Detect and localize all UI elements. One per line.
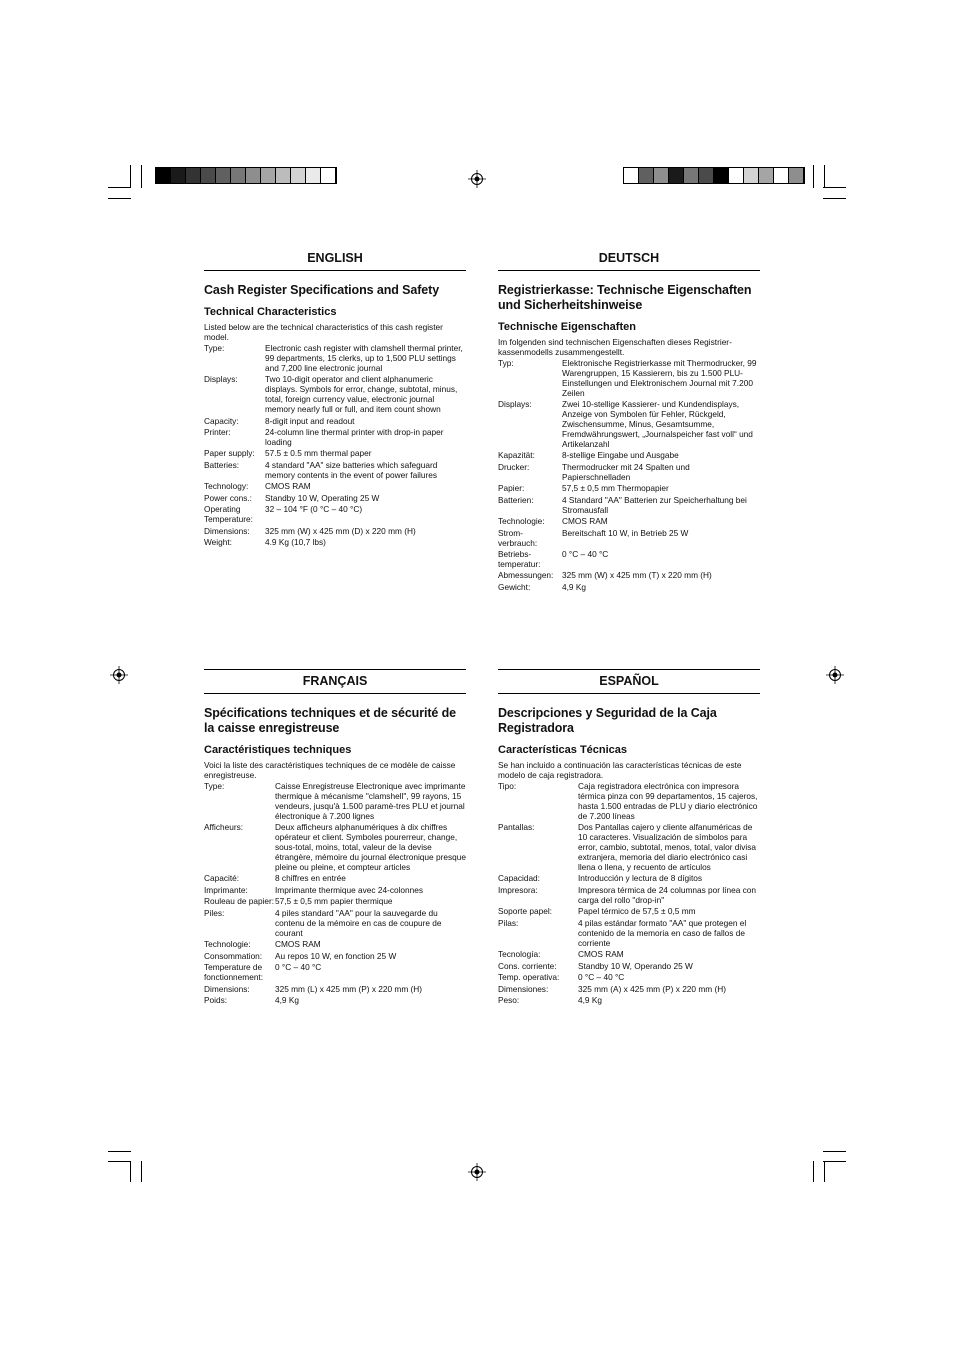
crop-mark — [108, 1161, 131, 1162]
section-title: Spécifications techniques et de sécurité de la caisse enregistreuse — [204, 706, 457, 735]
color-bar-left — [155, 167, 337, 184]
crop-mark — [824, 165, 825, 188]
spec-label: Dimensions: — [204, 525, 250, 536]
spec-value: Elektronische Registrierkasse mit Thermodrucker, 99 Warengruppen, 15 Kassierern, bis zu 1.500 PLU-Einstellungen und Elektronischem Journal mit 7.200 Zeilen — [562, 358, 757, 398]
spec-label: Temp. operativa: — [498, 972, 560, 983]
color-swatch — [789, 168, 804, 183]
spec-row — [498, 973, 760, 983]
spec-label: Afficheurs: — [204, 822, 244, 833]
crop-mark — [823, 1161, 846, 1162]
spec-value: Electronic cash register with clamshell thermal printer, 99 departments, 15 clerks, up to 1,500 PLU settings and 7,200 line electronic journal — [265, 343, 463, 373]
deutsch-section — [498, 251, 760, 594]
spec-label: Drucker: — [498, 461, 530, 472]
language-heading: ENGLISH — [204, 251, 466, 271]
spec-label: Power cons.: — [204, 492, 252, 503]
color-swatch — [321, 168, 336, 183]
color-swatch — [231, 168, 246, 183]
spec-row — [204, 897, 466, 907]
spec-value: 4,9 Kg — [562, 581, 586, 592]
language-heading: ESPAÑOL — [498, 669, 760, 694]
color-swatch — [291, 168, 306, 183]
spec-label: Paper supply: — [204, 448, 255, 459]
intro-text: Se han incluido a continuación las características técnicas de este modelo de caja registradora. — [498, 760, 742, 780]
crop-mark — [108, 187, 131, 188]
spec-row — [204, 963, 466, 983]
section-title: Registrierkasse: Technische Eigenschaften und Sicherheitshinweise — [498, 283, 752, 312]
spec-label: Displays: — [204, 374, 238, 385]
spec-row — [204, 823, 466, 873]
spec-row — [204, 344, 466, 374]
color-swatch — [624, 168, 639, 183]
section-subtitle: Technische Eigenschaften — [498, 321, 636, 333]
espanol-section — [498, 669, 760, 1008]
spec-row — [204, 909, 466, 939]
spec-row — [498, 359, 760, 399]
crop-mark — [130, 1161, 131, 1182]
spec-list — [204, 782, 466, 1006]
spec-list — [498, 782, 760, 1006]
spec-label: Temperature de fonctionnement: — [204, 962, 264, 983]
spec-label: Type: — [204, 781, 225, 791]
spec-row — [498, 919, 760, 949]
spec-row — [498, 950, 760, 960]
color-swatch — [684, 168, 699, 183]
spec-label: Strom-verbrauch: — [498, 527, 538, 548]
color-swatch — [759, 168, 774, 183]
spec-value: Caja registradora electrónica con impresora térmica pinza con 99 departamentos, 15 cajeros, hasta 1.500 entradas de PLU y diario electrónico de 7.200 líneas — [578, 781, 758, 821]
spec-label: Batterien: — [498, 494, 534, 505]
spec-row — [498, 782, 760, 822]
color-swatch — [639, 168, 654, 183]
spec-label: Kapazität: — [498, 450, 535, 461]
spec-row — [204, 985, 466, 995]
color-swatch — [216, 168, 231, 183]
spec-row — [498, 985, 760, 995]
spec-value: 325 mm (L) x 425 mm (P) x 220 mm (H) — [275, 983, 423, 994]
spec-row — [498, 874, 760, 884]
spec-value: Standby 10 W, Operando 25 W — [578, 960, 693, 971]
spec-value: 4 pilas estándar formato "AA" que protegen el contenido de la memoria en caso de fallos de corriente — [578, 917, 747, 948]
spec-label: Batteries: — [204, 459, 240, 470]
spec-label: Dimensions: — [204, 983, 250, 994]
spec-label: Pilas: — [498, 917, 519, 928]
color-swatch — [654, 168, 669, 183]
spec-label: Capacity: — [204, 415, 239, 426]
spec-value: Two 10-digit operator and client alphanumeric displays. Symbols for error, change, subtotal, minus, total, foreign currency value, electronic journal memory nearly full or full, and item count shown — [265, 374, 458, 415]
spec-row — [498, 583, 760, 593]
registration-mark-icon — [110, 666, 128, 684]
spec-label: Type: — [204, 343, 225, 353]
color-swatch — [306, 168, 321, 183]
spec-row — [498, 571, 760, 581]
intro-text: Im folgenden sind technischen Eigenschaften dieses Registrier-kassenmodells zusammengestellt. — [498, 337, 732, 357]
crop-mark — [813, 165, 814, 188]
color-swatch — [714, 168, 729, 183]
spec-value: 57,5 ± 0,5 mm papier thermique — [275, 896, 393, 907]
english-section — [204, 251, 466, 550]
color-swatch — [699, 168, 714, 183]
color-swatch — [171, 168, 186, 183]
spec-label: Imprimante: — [204, 884, 248, 895]
color-bar-right — [623, 167, 805, 184]
spec-list — [498, 359, 760, 593]
color-swatch — [201, 168, 216, 183]
section-title: Cash Register Specifications and Safety — [204, 283, 440, 297]
registration-mark-icon — [826, 666, 844, 684]
spec-label: Impresora: — [498, 884, 538, 895]
spec-label: Papier: — [498, 483, 525, 494]
spec-label: Operating Temperature: — [204, 504, 253, 525]
section-title: Descripciones y Seguridad de la Caja Registradora — [498, 706, 717, 735]
spec-label: Tecnología: — [498, 949, 541, 960]
spec-label: Displays: — [498, 399, 532, 410]
spec-label: Consommation: — [204, 950, 263, 961]
spec-value: Papel térmico de 57,5 ± 0,5 mm — [578, 906, 696, 917]
color-swatch — [156, 168, 171, 183]
spec-value: Bereitschaft 10 W, in Betrieb 25 W — [562, 527, 689, 538]
spec-value: Impresora térmica de 24 columnas por línea con carga del rollo "drop-in" — [578, 884, 757, 905]
color-swatch — [729, 168, 744, 183]
intro-text: Voici la liste des caractéristiques techniques de ce modèle de caisse enregistreuse. — [204, 760, 456, 780]
crop-mark — [813, 1161, 814, 1182]
spec-label: Technologie: — [204, 939, 251, 950]
spec-value: 0 °C – 40 °C — [578, 972, 625, 983]
spec-value: CMOS RAM — [275, 939, 321, 950]
spec-value: 4,9 Kg — [578, 995, 602, 1006]
spec-label: Capacité: — [204, 873, 240, 884]
spec-label: Cons. corriente: — [498, 960, 557, 971]
color-swatch — [261, 168, 276, 183]
spec-row — [498, 886, 760, 906]
spec-row — [498, 463, 760, 483]
registration-mark-icon — [468, 1163, 486, 1181]
section-subtitle: Technical Characteristics — [204, 306, 337, 318]
spec-value: Standby 10 W, Operating 25 W — [265, 492, 380, 503]
spec-row — [498, 517, 760, 527]
crop-mark — [823, 198, 846, 199]
spec-label: Peso: — [498, 995, 520, 1006]
spec-value: 0 °C – 40 °C — [275, 962, 322, 973]
spec-row — [204, 874, 466, 884]
spec-row — [204, 461, 466, 481]
spec-row — [498, 823, 760, 873]
spec-value: 325 mm (A) x 425 mm (P) x 220 mm (H) — [578, 983, 726, 994]
spec-value: Dos Pantallas cajero y cliente alfanuméricas de 10 caracteres. Visualización de símbolos para error, cambio, subtotal, menos, total, valor divisa extranjera, memoria del diario electrónico casi llena o llena, y recuento de artículos — [578, 822, 757, 872]
spec-value: 8 chiffres en entrée — [275, 873, 346, 884]
language-heading: FRANÇAIS — [204, 669, 466, 694]
spec-value: 0 °C – 40 °C — [562, 549, 609, 560]
spec-value: Imprimante thermique avec 24-colonnes — [275, 884, 424, 895]
spec-row — [204, 417, 466, 427]
spec-label: Betriebs-temperatur: — [498, 549, 541, 569]
spec-label: Typ: — [498, 358, 514, 368]
spec-row — [204, 375, 466, 415]
registration-mark-icon — [468, 170, 486, 188]
crop-mark — [141, 165, 142, 188]
francais-section — [204, 669, 466, 1008]
spec-label: Printer: — [204, 427, 231, 438]
spec-value: 4,9 Kg — [275, 995, 299, 1006]
crop-mark — [108, 1151, 131, 1152]
spec-row — [204, 940, 466, 950]
spec-list — [204, 344, 466, 548]
spec-row — [498, 996, 760, 1006]
spec-value: 8-stellige Eingabe und Ausgabe — [562, 450, 679, 461]
spec-value: Caisse Enregistreuse Electronique avec imprimante thermique à mécanisme "clamshell", 99 rayons, 15 vendeurs, jusqu'à 1.500 paramè-tres PLU et journal électronique à 7.200 lignes — [275, 781, 466, 821]
spec-row — [204, 527, 466, 537]
spec-label: Technology: — [204, 481, 249, 492]
spec-value: 325 mm (W) x 425 mm (D) x 220 mm (H) — [265, 525, 416, 536]
spec-value: Deux afficheurs alphanumériques à dix chiffres opérateur et client. Symboles pourerreur, change, sous-total, moins, total, valeur de la devise étrangère, mémoire du journal électronique presque pleine ou pleine, et compteur articles — [275, 822, 466, 872]
spec-value: 8-digit input and readout — [265, 415, 355, 426]
spec-label: Poids: — [204, 995, 228, 1006]
spec-row — [204, 482, 466, 492]
spec-row — [204, 505, 466, 525]
language-heading: DEUTSCH — [498, 251, 760, 271]
intro-text: Listed below are the technical characteristics of this cash register model. — [204, 322, 443, 342]
spec-label: Capacidad: — [498, 873, 540, 884]
spec-label: Gewicht: — [498, 581, 531, 592]
spec-value: 4 Standard "AA" Batterien zur Speicherhaltung bei Stromausfall — [562, 494, 747, 515]
spec-label: Pantallas: — [498, 822, 535, 833]
spec-value: 32 – 104 °F (0 °C – 40 °C) — [265, 504, 363, 515]
spec-label: Tipo: — [498, 781, 517, 791]
spec-value: 4 standard "AA" size batteries which safeguard memory contents in the event of power failures — [265, 459, 438, 480]
color-swatch — [186, 168, 201, 183]
spec-value: 4 piles standard "AA" pour la sauvegarde du contenu de la mémoire en cas de coupure de courant — [275, 907, 442, 938]
crop-mark — [824, 1161, 825, 1182]
spec-label: Technologie: — [498, 516, 545, 527]
crop-mark — [108, 198, 131, 199]
color-swatch — [774, 168, 789, 183]
section-subtitle: Características Técnicas — [498, 744, 628, 756]
crop-mark — [130, 165, 131, 188]
color-swatch — [744, 168, 759, 183]
spec-value: Introducción y lectura de 8 dígitos — [578, 873, 703, 884]
spec-row — [204, 952, 466, 962]
crop-mark — [823, 187, 846, 188]
spec-row — [498, 550, 760, 570]
spec-value: CMOS RAM — [562, 516, 608, 527]
spec-label: Rouleau de papier: — [204, 896, 275, 907]
spec-value: CMOS RAM — [265, 481, 311, 492]
spec-value: 4.9 Kg (10,7 lbs) — [265, 537, 326, 548]
spec-row — [498, 400, 760, 450]
color-swatch — [669, 168, 684, 183]
spec-value: Thermodrucker mit 24 Spalten und Papierschnelladen — [562, 461, 690, 482]
spec-row — [498, 962, 760, 972]
spec-value: Zwei 10-stellige Kassierer- und Kundendisplays, Anzeige von Symbolen für Fehler, Rückgeld, Zwischensumme, Minus, Gesamtsumme, Fremdwährungswert, „Journalspeicher fast voll“ und Artikelanzahl — [562, 399, 753, 449]
spec-row — [204, 886, 466, 896]
crop-mark — [141, 1161, 142, 1182]
spec-row — [498, 529, 760, 549]
spec-row — [498, 496, 760, 516]
spec-value: 24-column line thermal printer with drop-in paper loading — [265, 427, 444, 447]
spec-row — [498, 907, 760, 917]
spec-value: 325 mm (W) x 425 mm (T) x 220 mm (H) — [562, 570, 712, 581]
spec-row — [204, 449, 466, 459]
spec-row — [498, 484, 760, 494]
spec-row — [498, 451, 760, 461]
crop-mark — [823, 1151, 846, 1152]
spec-value: 57,5 ± 0,5 mm Thermopapier — [562, 483, 669, 494]
spec-row — [204, 782, 466, 822]
section-subtitle: Caractéristiques techniques — [204, 744, 352, 756]
spec-label: Piles: — [204, 907, 225, 918]
spec-label: Abmessungen: — [498, 570, 554, 581]
spec-label: Weight: — [204, 537, 232, 548]
spec-row — [204, 428, 466, 448]
spec-row — [204, 494, 466, 504]
spec-value: 57.5 ± 0.5 mm thermal paper — [265, 448, 372, 459]
color-swatch — [276, 168, 291, 183]
spec-value: Au repos 10 W, en fonction 25 W — [275, 950, 397, 961]
color-swatch — [246, 168, 261, 183]
spec-value: CMOS RAM — [578, 949, 624, 960]
spec-row — [204, 538, 466, 548]
spec-label: Dimensiones: — [498, 983, 549, 994]
spec-label: Soporte papel: — [498, 906, 552, 917]
spec-row — [204, 996, 466, 1006]
